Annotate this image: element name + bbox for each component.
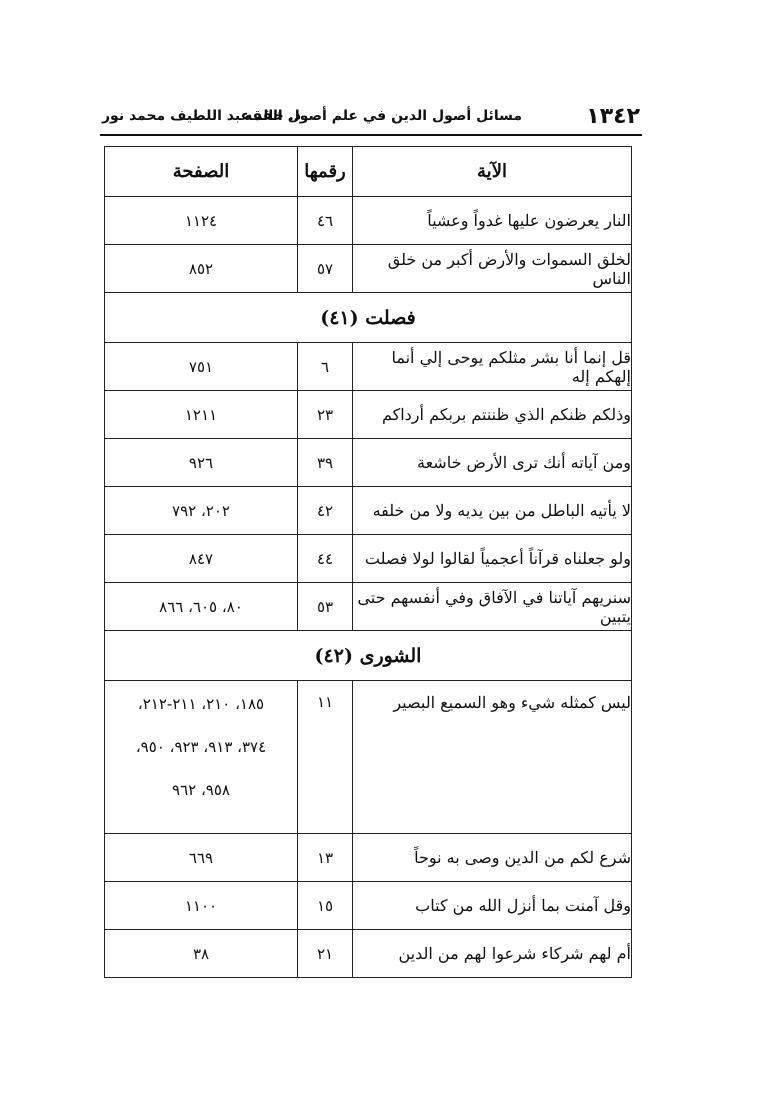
verse-cell: وذلكم ظنكم الذي ظننتم بربكم أرداكم: [353, 391, 632, 439]
verse-number-cell: ٤٤: [298, 535, 353, 583]
page-ref-cell: ٨٥٢: [105, 245, 298, 293]
column-header-number: رقمها: [298, 147, 353, 197]
surah-section-row: [105, 631, 632, 681]
table-row: [105, 197, 632, 245]
verse-number-cell: ٦: [298, 343, 353, 391]
book-title: مسائل أصول الدين في علم أصول الفقه: [244, 108, 522, 124]
verse-cell: سنريهم آياتنا في الآفاق وفي أنفسهم حتى يتبين: [353, 583, 632, 631]
page-number: ١٣٤٢: [586, 104, 640, 129]
verse-number-cell: ٤٢: [298, 487, 353, 535]
table-row: [105, 583, 632, 631]
table-row: [105, 930, 632, 978]
verse-cell: ومن آياته أنك ترى الأرض خاشعة: [353, 439, 632, 487]
verse-cell: قل إنما أنا بشر مثلكم يوحى إلي أنما إلهكم إله: [353, 343, 632, 391]
table-row: [105, 681, 632, 834]
verse-cell: شرع لكم من الدين وصى به نوحاً: [353, 834, 632, 882]
page-ref-cell: ٢٠٢، ٧٩٢: [105, 487, 298, 535]
verse-cell: ولو جعلناه قرآناً أعجمياً لقالوا لولا فصلت: [353, 535, 632, 583]
verse-index-table: [104, 146, 632, 978]
column-header-verse: الآية: [353, 147, 632, 197]
verse-number-cell: ٥٧: [298, 245, 353, 293]
page-ref-cell: [105, 681, 298, 834]
verse-number-cell: ١٣: [298, 834, 353, 882]
page-ref-line: ٩٥٨، ٩٦٢: [172, 781, 230, 799]
verse-cell: أم لهم شركاء شرعوا لهم من الدين: [353, 930, 632, 978]
verse-number-cell: ١١: [298, 681, 353, 834]
verse-number-cell: ٥٣: [298, 583, 353, 631]
table-row: [105, 834, 632, 882]
verse-cell: وقل آمنت بما أنزل الله من كتاب: [353, 882, 632, 930]
surah-heading-shura: الشورى (٤٢): [105, 631, 632, 681]
page-ref-cell: ٨٤٧: [105, 535, 298, 583]
table-row: [105, 343, 632, 391]
page-ref-cell: ٨٠، ٦٠٥، ٨٦٦: [105, 583, 298, 631]
page-ref-cell: ٦٦٩: [105, 834, 298, 882]
verse-number-cell: ٢٣: [298, 391, 353, 439]
page-ref-line: ١٨٥، ٢١٠، ٢١١-٢١٢،: [137, 695, 265, 713]
page-ref-cell: ٩٢٦: [105, 439, 298, 487]
table-header-row: [105, 147, 632, 197]
verse-cell: النار يعرضون عليها غدواً وعشياً: [353, 197, 632, 245]
surah-heading-fussilat: فصلت (٤١): [105, 293, 632, 343]
verse-number-cell: ١٥: [298, 882, 353, 930]
page-ref-cell: ٣٨: [105, 930, 298, 978]
verse-cell: لا يأتيه الباطل من بين يديه ولا من خلفه: [353, 487, 632, 535]
page-ref-cell: ١١٢٤: [105, 197, 298, 245]
running-header: [100, 104, 642, 136]
author-name: د. خالد عبد اللطيف محمد نور: [102, 108, 302, 124]
page-ref-cell: ٧٥١: [105, 343, 298, 391]
page-ref-cell: ١١٠٠: [105, 882, 298, 930]
table-row: [105, 535, 632, 583]
verse-number-cell: ٢١: [298, 930, 353, 978]
column-header-page: الصفحة: [105, 147, 298, 197]
verse-number-cell: ٣٩: [298, 439, 353, 487]
surah-section-row: [105, 293, 632, 343]
table-row: [105, 487, 632, 535]
table-row: [105, 882, 632, 930]
page-ref-line: ٣٧٤، ٩١٣، ٩٢٣، ٩٥٠،: [135, 738, 267, 756]
table-row: [105, 245, 632, 293]
table-row: [105, 439, 632, 487]
table-row: [105, 391, 632, 439]
verse-number-cell: ٤٦: [298, 197, 353, 245]
verse-cell: ليس كمثله شيء وهو السميع البصير: [353, 681, 632, 834]
verse-cell: لخلق السموات والأرض أكبر من خلق الناس: [353, 245, 632, 293]
page-ref-cell: ١٢١١: [105, 391, 298, 439]
